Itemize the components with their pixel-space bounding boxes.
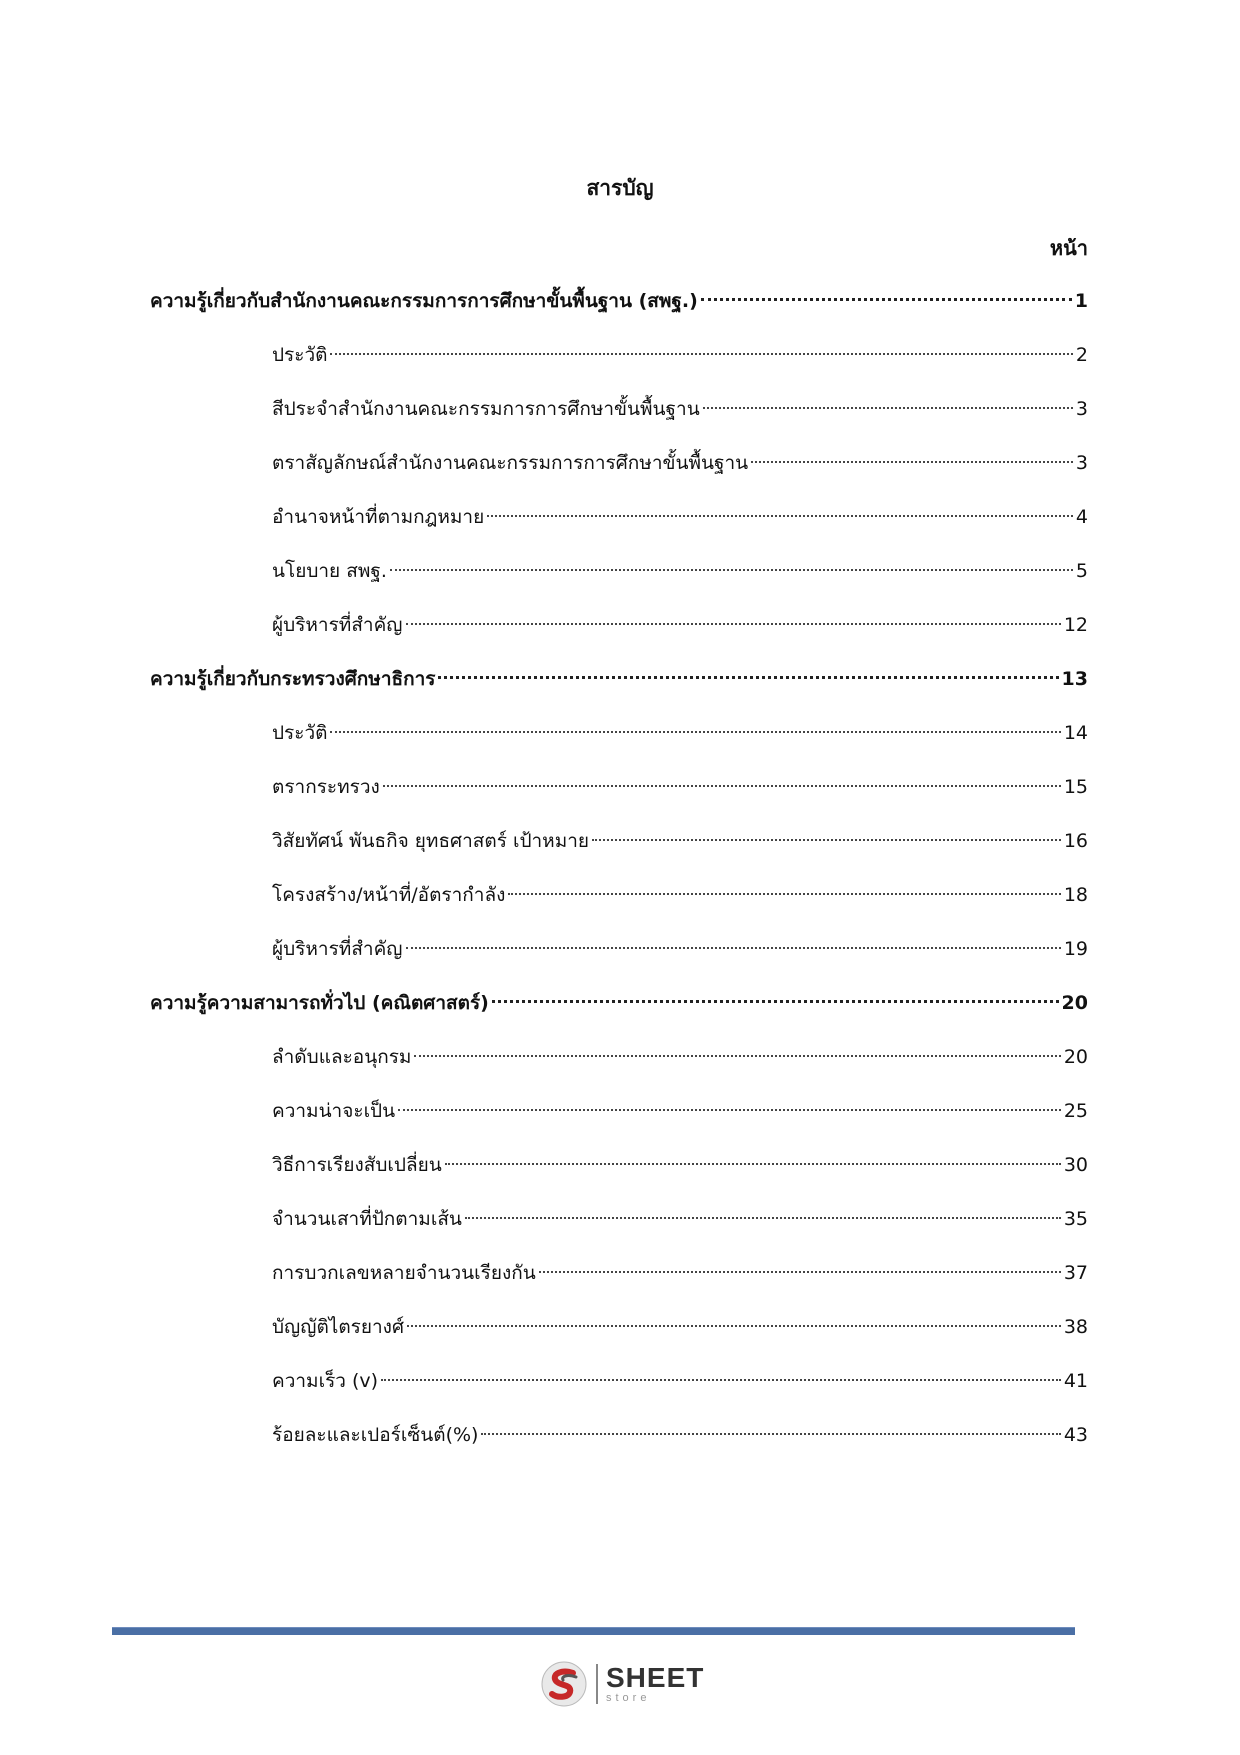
toc-entry[interactable] bbox=[272, 825, 1088, 857]
toc-entry-page: 43 bbox=[1063, 1424, 1088, 1446]
page-title: สารบัญ bbox=[586, 176, 654, 200]
dot-leader bbox=[703, 407, 1073, 409]
toc-entry-page: 41 bbox=[1063, 1370, 1088, 1392]
toc-entry[interactable] bbox=[272, 609, 1088, 641]
dot-leader bbox=[414, 1055, 1060, 1057]
page-column-label: หน้า bbox=[1049, 236, 1088, 260]
dot-leader bbox=[701, 298, 1072, 301]
toc-entry-label: โครงสร้าง/หน้าที่/อัตรากำลัง bbox=[272, 884, 506, 906]
toc-entry[interactable] bbox=[272, 555, 1088, 587]
toc-entry[interactable] bbox=[272, 1041, 1088, 1073]
toc-entry-label: วิสัยทัศน์ พันธกิจ ยุทธศาสตร์ เป้าหมาย bbox=[272, 830, 590, 852]
dot-leader bbox=[508, 893, 1060, 895]
toc-entry-page: 3 bbox=[1075, 452, 1088, 474]
dot-leader bbox=[381, 1379, 1061, 1381]
dot-leader bbox=[445, 1163, 1061, 1165]
dot-leader bbox=[487, 515, 1073, 517]
dot-leader bbox=[438, 676, 1058, 679]
dot-leader bbox=[751, 461, 1073, 463]
toc-entry[interactable] bbox=[150, 663, 1088, 695]
dot-leader bbox=[539, 1271, 1061, 1273]
toc-entry-page: 38 bbox=[1063, 1316, 1088, 1338]
logo-sub-text: store bbox=[606, 1692, 651, 1704]
dot-leader bbox=[406, 947, 1061, 949]
dot-leader bbox=[398, 1109, 1061, 1111]
toc-entry[interactable] bbox=[272, 393, 1088, 425]
toc-entry-label: นโยบาย สพฐ. bbox=[272, 560, 387, 582]
toc-entry-page: 37 bbox=[1063, 1262, 1088, 1284]
toc-entry[interactable] bbox=[272, 879, 1088, 911]
toc-entry-label: จำนวนเสาที่ปักตามเส้น bbox=[272, 1208, 462, 1230]
toc-entry[interactable] bbox=[272, 933, 1088, 965]
toc-entry-page: 35 bbox=[1063, 1208, 1088, 1230]
toc-entry-label: ประวัติ bbox=[272, 722, 328, 744]
toc-entry-page: 19 bbox=[1063, 938, 1088, 960]
toc-entry-page: 13 bbox=[1061, 668, 1088, 690]
toc-entry-label: ผู้บริหารที่สำคัญ bbox=[272, 938, 403, 960]
dot-leader bbox=[406, 623, 1061, 625]
toc-entry-label: ตรากระทรวง bbox=[272, 776, 380, 798]
dot-leader bbox=[390, 569, 1073, 571]
toc-entry-page: 18 bbox=[1063, 884, 1088, 906]
toc-entry-label: ความน่าจะเป็น bbox=[272, 1100, 396, 1122]
toc-entry[interactable] bbox=[150, 285, 1088, 317]
toc-entry-page: 15 bbox=[1063, 776, 1088, 798]
toc-entry[interactable] bbox=[272, 1095, 1088, 1127]
toc-entry[interactable] bbox=[272, 1203, 1088, 1235]
toc-entry-label: ความรู้เกี่ยวกับสำนักงานคณะกรรมการการศึกษาขั้นพื้นฐาน (สพฐ.) bbox=[150, 290, 698, 312]
toc-entry-page: 3 bbox=[1075, 398, 1088, 420]
toc-entry-page: 30 bbox=[1063, 1154, 1088, 1176]
sheet-store-logo bbox=[540, 1660, 704, 1708]
toc-entry-label: อำนาจหน้าที่ตามกฎหมาย bbox=[272, 506, 485, 528]
toc-entry-page: 16 bbox=[1063, 830, 1088, 852]
dot-leader bbox=[465, 1217, 1061, 1219]
toc-entry-label: ผู้บริหารที่สำคัญ bbox=[272, 614, 403, 636]
footer-rule bbox=[112, 1627, 1075, 1635]
logo-text bbox=[606, 1664, 704, 1704]
toc-entry-label: ประวัติ bbox=[272, 344, 328, 366]
toc-entry-label: ตราสัญลักษณ์สำนักงานคณะกรรมการการศึกษาขั้นพื้นฐาน bbox=[272, 452, 749, 474]
toc-entry-page: 1 bbox=[1074, 290, 1088, 312]
toc-entry[interactable] bbox=[272, 339, 1088, 371]
toc-entry-page: 12 bbox=[1063, 614, 1088, 636]
dot-leader bbox=[330, 353, 1072, 355]
toc-entry-page: 20 bbox=[1063, 1046, 1088, 1068]
toc-entry[interactable] bbox=[272, 771, 1088, 803]
logo-main-text: SHEET bbox=[606, 1662, 705, 1693]
toc-entry-label: การบวกเลขหลายจำนวนเรียงกัน bbox=[272, 1262, 536, 1284]
toc-entry[interactable] bbox=[272, 1419, 1088, 1451]
toc-entry-label: บัญญัติไตรยางศ์ bbox=[272, 1316, 405, 1338]
toc-entry[interactable] bbox=[272, 1311, 1088, 1343]
toc-entry-label: ลำดับและอนุกรม bbox=[272, 1046, 412, 1068]
toc-entry[interactable] bbox=[272, 1149, 1088, 1181]
toc-entry[interactable] bbox=[272, 501, 1088, 533]
toc-entry-label: ความรู้ความสามารถทั่วไป (คณิตศาสตร์) bbox=[150, 992, 489, 1014]
dot-leader bbox=[492, 1000, 1059, 1003]
toc-entry[interactable] bbox=[272, 447, 1088, 479]
dot-leader bbox=[592, 839, 1061, 841]
toc-entry[interactable] bbox=[272, 1257, 1088, 1289]
toc-entry-label: ความเร็ว (v) bbox=[272, 1370, 379, 1392]
dot-leader bbox=[383, 785, 1061, 787]
toc-entry-label: สีประจำสำนักงานคณะกรรมการการศึกษาขั้นพื้นฐาน bbox=[272, 398, 700, 420]
dot-leader bbox=[481, 1433, 1060, 1435]
toc-entry-label: ความรู้เกี่ยวกับกระทรวงศึกษาธิการ bbox=[150, 668, 436, 690]
sheet-store-logo-icon bbox=[540, 1660, 588, 1708]
dot-leader bbox=[407, 1325, 1061, 1327]
toc-entry-page: 14 bbox=[1063, 722, 1088, 744]
toc-entry-page: 5 bbox=[1075, 560, 1088, 582]
toc-entry[interactable] bbox=[272, 1365, 1088, 1397]
toc-entry-label: ร้อยละและเปอร์เซ็นต์(%) bbox=[272, 1424, 479, 1446]
toc-entry-label: วิธีการเรียงสับเปลี่ยน bbox=[272, 1154, 442, 1176]
dot-leader bbox=[330, 731, 1060, 733]
toc-entry-page: 25 bbox=[1063, 1100, 1088, 1122]
toc-entry-page: 2 bbox=[1075, 344, 1088, 366]
toc-entry-page: 4 bbox=[1075, 506, 1088, 528]
toc-entry[interactable] bbox=[150, 987, 1088, 1019]
toc-entry[interactable] bbox=[272, 717, 1088, 749]
toc-entry-page: 20 bbox=[1061, 992, 1088, 1014]
logo-separator bbox=[596, 1664, 598, 1704]
